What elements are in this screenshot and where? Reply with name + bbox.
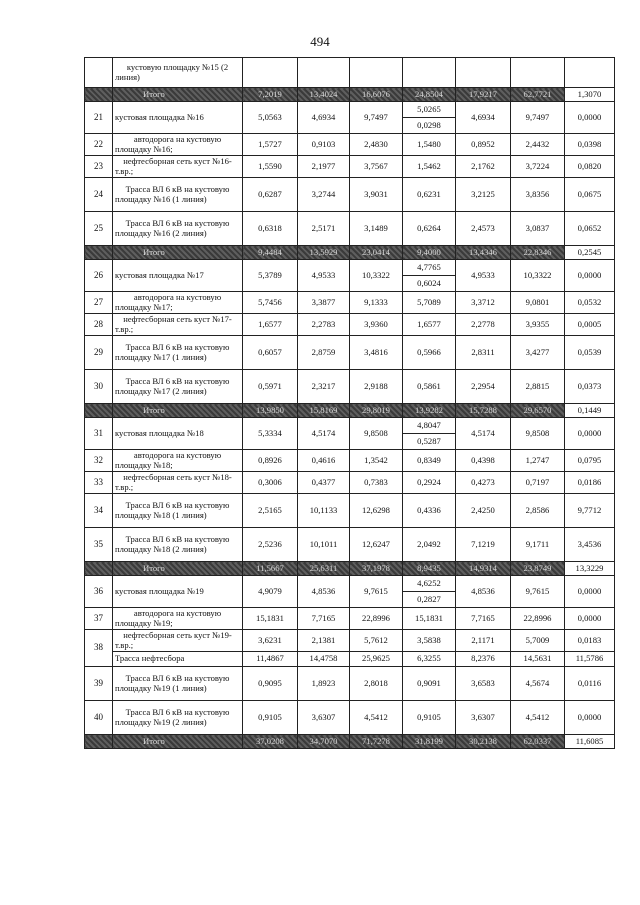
total-row xyxy=(85,404,615,418)
value-cell: 2,5236 xyxy=(243,528,298,562)
value-cell: 0,0000 xyxy=(565,608,615,630)
value-cell: 3,2125 xyxy=(456,178,511,212)
value-cell: 0,0116 xyxy=(565,667,615,701)
object-name-cell: кустовая площадка №19 xyxy=(113,576,243,608)
value-cell: 0,4336 xyxy=(403,494,456,528)
land-allocation-table xyxy=(84,57,615,749)
object-name-cell: Трасса ВЛ 6 кВ на кустовую площадку №16 (1 линия) xyxy=(113,178,243,212)
table-row xyxy=(85,292,615,314)
table-row xyxy=(85,134,615,156)
row-number-cell: 23 xyxy=(85,156,113,178)
value-cell: 10,1011 xyxy=(298,528,350,562)
value-cell: 0,0532 xyxy=(565,292,615,314)
value-cell: 4,6934 xyxy=(298,102,350,134)
total-value-cell: 71,7278 xyxy=(350,735,403,749)
value-cell: 1,6577 xyxy=(403,314,456,336)
table-row xyxy=(85,450,615,472)
value-cell: 11,5786 xyxy=(565,652,615,667)
value-cell xyxy=(456,58,511,88)
value-cell: 2,8311 xyxy=(456,336,511,370)
value-cell: 5,3334 xyxy=(243,418,298,450)
row-number-cell: 25 xyxy=(85,212,113,246)
total-value-cell: 37,0208 xyxy=(243,735,298,749)
table-row xyxy=(85,472,615,494)
value-cell: 15,1831 xyxy=(243,608,298,630)
value-cell: 3,6583 xyxy=(456,667,511,701)
value-cell: 0,9095 xyxy=(243,667,298,701)
total-value-cell: 17,9217 xyxy=(456,88,511,102)
total-row xyxy=(85,735,615,749)
value-cell: 5,7456 xyxy=(243,292,298,314)
value-cell: 2,4573 xyxy=(456,212,511,246)
row-number-cell: 39 xyxy=(85,667,113,701)
value-cell: 3,6307 xyxy=(456,701,511,735)
value-cell: 4,9533 xyxy=(298,260,350,292)
value-cell: 3,4536 xyxy=(565,528,615,562)
value-cell: 0,9091 xyxy=(403,667,456,701)
value-cell: 2,4250 xyxy=(456,494,511,528)
value-cell-lower: 0,5287 xyxy=(403,434,456,450)
total-blank-cell xyxy=(85,404,113,418)
total-value-cell: 8,9435 xyxy=(403,562,456,576)
value-cell: 3,8356 xyxy=(511,178,565,212)
total-value-cell: 13,9850 xyxy=(243,404,298,418)
total-value-cell: 13,3229 xyxy=(565,562,615,576)
row-number-cell: 32 xyxy=(85,450,113,472)
row-number-cell: 26 xyxy=(85,260,113,292)
value-cell: 0,9105 xyxy=(243,701,298,735)
value-cell: 0,0398 xyxy=(565,134,615,156)
total-label: Итого xyxy=(113,562,243,576)
object-name-cell: кустовая площадка №18 xyxy=(113,418,243,450)
table-row xyxy=(85,630,615,652)
value-cell: 8,2376 xyxy=(456,652,511,667)
value-cell: 4,6934 xyxy=(456,102,511,134)
value-cell: 0,0652 xyxy=(565,212,615,246)
value-cell: 3,9031 xyxy=(350,178,403,212)
value-cell: 6,3255 xyxy=(403,652,456,667)
value-cell: 10,1133 xyxy=(298,494,350,528)
object-name-cell: нефтесборная сеть куст №16-т.вр.; xyxy=(113,156,243,178)
total-value-cell: 62,0337 xyxy=(511,735,565,749)
value-cell: 1,3542 xyxy=(350,450,403,472)
table-row xyxy=(85,608,615,630)
value-cell: 2,1381 xyxy=(298,630,350,652)
value-cell: 2,1762 xyxy=(456,156,511,178)
value-cell-lower: 0,2827 xyxy=(403,592,456,608)
row-number-cell: 29 xyxy=(85,336,113,370)
total-value-cell: 37,1978 xyxy=(350,562,403,576)
value-cell: 25,9625 xyxy=(350,652,403,667)
row-number-cell: 27 xyxy=(85,292,113,314)
total-value-cell: 13,5929 xyxy=(298,246,350,260)
table-row xyxy=(85,494,615,528)
total-value-cell: 0,1449 xyxy=(565,404,615,418)
table-row xyxy=(85,528,615,562)
value-cell: 10,3322 xyxy=(350,260,403,292)
value-cell: 12,6298 xyxy=(350,494,403,528)
value-cell: 0,8349 xyxy=(403,450,456,472)
total-value-cell: 0,2545 xyxy=(565,246,615,260)
row-number-cell: 36 xyxy=(85,576,113,608)
value-cell: 0,4377 xyxy=(298,472,350,494)
value-cell: 0,0005 xyxy=(565,314,615,336)
value-cell: 2,8018 xyxy=(350,667,403,701)
total-value-cell: 11,6085 xyxy=(565,735,615,749)
value-cell: 4,5412 xyxy=(350,701,403,735)
value-cell: 3,0837 xyxy=(511,212,565,246)
total-value-cell: 29,6570 xyxy=(511,404,565,418)
object-name-cell: кустовую площадку №15 (2 линия) xyxy=(113,58,243,88)
value-cell: 3,9355 xyxy=(511,314,565,336)
value-cell: 14,4758 xyxy=(298,652,350,667)
row-number-cell: 37 xyxy=(85,608,113,630)
value-cell: 2,8815 xyxy=(511,370,565,404)
value-cell-upper: 4,8047 xyxy=(403,418,456,434)
object-name-cell: автодорога на кустовую площадку №19; xyxy=(113,608,243,630)
value-cell: 0,0000 xyxy=(565,701,615,735)
value-cell: 0,0820 xyxy=(565,156,615,178)
row-number-cell: 30 xyxy=(85,370,113,404)
value-cell: 0,0000 xyxy=(565,260,615,292)
value-cell: 0,0000 xyxy=(565,576,615,608)
value-cell-lower: 0,6024 xyxy=(403,276,456,292)
value-cell: 9,7712 xyxy=(565,494,615,528)
value-cell: 2,8759 xyxy=(298,336,350,370)
value-cell: 0,5971 xyxy=(243,370,298,404)
total-value-cell: 22,8346 xyxy=(511,246,565,260)
value-cell: 0,9105 xyxy=(403,701,456,735)
value-cell: 1,6577 xyxy=(243,314,298,336)
value-cell: 2,1977 xyxy=(298,156,350,178)
table-row xyxy=(85,156,615,178)
value-cell: 7,7165 xyxy=(298,608,350,630)
total-value-cell: 23,8749 xyxy=(511,562,565,576)
value-cell: 4,5674 xyxy=(511,667,565,701)
total-blank-cell xyxy=(85,88,113,102)
object-name-cell: автодорога на кустовую площадку №18; xyxy=(113,450,243,472)
row-number-cell: 35 xyxy=(85,528,113,562)
value-cell: 5,7089 xyxy=(403,292,456,314)
total-value-cell: 62,7721 xyxy=(511,88,565,102)
total-label: Итого xyxy=(113,735,243,749)
value-cell: 4,8536 xyxy=(456,576,511,608)
value-cell: 9,7615 xyxy=(350,576,403,608)
value-cell: 12,6247 xyxy=(350,528,403,562)
object-name-cell: Трасса ВЛ 6 кВ на кустовую площадку №17 (1 линия) xyxy=(113,336,243,370)
table-row xyxy=(85,701,615,735)
total-value-cell: 15,8169 xyxy=(298,404,350,418)
object-name-cell: нефтесборная сеть куст №19-т.вр.; xyxy=(113,630,243,652)
value-cell: 0,4398 xyxy=(456,450,511,472)
row-number-cell: 24 xyxy=(85,178,113,212)
table-row xyxy=(85,370,615,404)
total-value-cell: 29,8019 xyxy=(350,404,403,418)
value-cell: 0,0183 xyxy=(565,630,615,652)
value-cell: 22,8996 xyxy=(511,608,565,630)
value-cell: 9,7497 xyxy=(511,102,565,134)
value-cell: 0,2924 xyxy=(403,472,456,494)
total-value-cell: 31,8199 xyxy=(403,735,456,749)
value-cell xyxy=(350,58,403,88)
value-cell: 0,0539 xyxy=(565,336,615,370)
value-cell: 4,9079 xyxy=(243,576,298,608)
object-name-cell: кустовая площадка №16 xyxy=(113,102,243,134)
total-value-cell: 13,4346 xyxy=(456,246,511,260)
total-blank-cell xyxy=(85,562,113,576)
object-name-cell: Трасса ВЛ 6 кВ на кустовую площадку №17 (2 линия) xyxy=(113,370,243,404)
value-cell: 7,1219 xyxy=(456,528,511,562)
object-name-cell: Трасса ВЛ 6 кВ на кустовую площадку №19 (2 линия) xyxy=(113,701,243,735)
value-cell-lower: 0,0298 xyxy=(403,118,456,134)
value-cell xyxy=(511,58,565,88)
value-cell: 9,1333 xyxy=(350,292,403,314)
table-row xyxy=(85,102,615,118)
value-cell: 3,3712 xyxy=(456,292,511,314)
value-cell: 7,7165 xyxy=(456,608,511,630)
value-cell: 5,7009 xyxy=(511,630,565,652)
table-row xyxy=(85,418,615,434)
total-value-cell: 7,2019 xyxy=(243,88,298,102)
value-cell: 3,7224 xyxy=(511,156,565,178)
total-label: Итого xyxy=(113,88,243,102)
object-name-cell: Трасса ВЛ 6 кВ на кустовую площадку №18 (2 линия) xyxy=(113,528,243,562)
table-row xyxy=(85,260,615,276)
value-cell: 2,2954 xyxy=(456,370,511,404)
value-cell: 1,5727 xyxy=(243,134,298,156)
value-cell: 3,5838 xyxy=(403,630,456,652)
value-cell xyxy=(298,58,350,88)
value-cell: 2,4830 xyxy=(350,134,403,156)
total-value-cell: 11,5667 xyxy=(243,562,298,576)
row-number-cell: 34 xyxy=(85,494,113,528)
value-cell: 22,8996 xyxy=(350,608,403,630)
value-cell: 2,2778 xyxy=(456,314,511,336)
value-cell: 0,7197 xyxy=(511,472,565,494)
value-cell: 5,7612 xyxy=(350,630,403,652)
total-value-cell: 14,9314 xyxy=(456,562,511,576)
value-cell: 2,0492 xyxy=(403,528,456,562)
table-row xyxy=(85,336,615,370)
row-number-cell: 31 xyxy=(85,418,113,450)
value-cell: 1,5462 xyxy=(403,156,456,178)
row-number-cell xyxy=(85,58,113,88)
value-cell: 3,4277 xyxy=(511,336,565,370)
object-name-cell: автодорога на кустовую площадку №17; xyxy=(113,292,243,314)
table-row xyxy=(85,212,615,246)
value-cell: 2,5165 xyxy=(243,494,298,528)
value-cell: 3,6231 xyxy=(243,630,298,652)
value-cell: 4,9533 xyxy=(456,260,511,292)
object-name-cell: Трасса ВЛ 6 кВ на кустовую площадку №16 (2 линия) xyxy=(113,212,243,246)
value-cell: 3,3877 xyxy=(298,292,350,314)
value-cell: 2,9188 xyxy=(350,370,403,404)
value-cell: 15,1831 xyxy=(403,608,456,630)
object-name-cell: Трасса нефтесбора xyxy=(113,652,243,667)
total-value-cell: 15,7288 xyxy=(456,404,511,418)
value-cell: 14,5631 xyxy=(511,652,565,667)
value-cell: 0,8926 xyxy=(243,450,298,472)
value-cell: 2,3217 xyxy=(298,370,350,404)
value-cell: 9,1711 xyxy=(511,528,565,562)
total-value-cell: 16,6076 xyxy=(350,88,403,102)
value-cell: 9,8508 xyxy=(350,418,403,450)
value-cell: 5,3789 xyxy=(243,260,298,292)
value-cell: 0,5861 xyxy=(403,370,456,404)
value-cell xyxy=(565,58,615,88)
total-row xyxy=(85,562,615,576)
value-cell: 3,7567 xyxy=(350,156,403,178)
value-cell: 0,4273 xyxy=(456,472,511,494)
total-value-cell: 25,6311 xyxy=(298,562,350,576)
total-row xyxy=(85,246,615,260)
total-value-cell: 30,2138 xyxy=(456,735,511,749)
value-cell: 1,5590 xyxy=(243,156,298,178)
value-cell: 3,6307 xyxy=(298,701,350,735)
object-name-cell: Трасса ВЛ 6 кВ на кустовую площадку №18 (1 линия) xyxy=(113,494,243,528)
page-number: 494 xyxy=(310,34,330,49)
value-cell: 0,6318 xyxy=(243,212,298,246)
table-row xyxy=(85,178,615,212)
total-row xyxy=(85,88,615,102)
total-value-cell: 13,4024 xyxy=(298,88,350,102)
value-cell: 0,0000 xyxy=(565,418,615,450)
value-cell-upper: 4,6252 xyxy=(403,576,456,592)
value-cell: 2,2783 xyxy=(298,314,350,336)
value-cell xyxy=(403,58,456,88)
total-value-cell: 9,4000 xyxy=(403,246,456,260)
row-number-cell: 40 xyxy=(85,701,113,735)
value-cell: 0,3006 xyxy=(243,472,298,494)
total-value-cell: 1,3070 xyxy=(565,88,615,102)
value-cell: 3,4816 xyxy=(350,336,403,370)
value-cell: 0,7383 xyxy=(350,472,403,494)
value-cell: 0,5966 xyxy=(403,336,456,370)
value-cell: 0,0373 xyxy=(565,370,615,404)
total-blank-cell xyxy=(85,735,113,749)
total-blank-cell xyxy=(85,246,113,260)
object-name-cell: нефтесборная сеть куст №17-т.вр.; xyxy=(113,314,243,336)
value-cell: 5,0563 xyxy=(243,102,298,134)
value-cell: 9,7497 xyxy=(350,102,403,134)
value-cell: 0,0000 xyxy=(565,102,615,134)
value-cell: 0,6057 xyxy=(243,336,298,370)
object-name-cell: автодорога на кустовую площадку №16; xyxy=(113,134,243,156)
value-cell: 0,0675 xyxy=(565,178,615,212)
row-number-cell: 22 xyxy=(85,134,113,156)
value-cell: 3,2744 xyxy=(298,178,350,212)
total-value-cell: 23,0414 xyxy=(350,246,403,260)
total-value-cell: 9,4484 xyxy=(243,246,298,260)
value-cell-upper: 4,7765 xyxy=(403,260,456,276)
object-name-cell: нефтесборная сеть куст №18-т.вр.; xyxy=(113,472,243,494)
value-cell: 2,4432 xyxy=(511,134,565,156)
value-cell: 1,8923 xyxy=(298,667,350,701)
value-cell: 0,6231 xyxy=(403,178,456,212)
value-cell: 3,9360 xyxy=(350,314,403,336)
value-cell: 4,5174 xyxy=(456,418,511,450)
value-cell: 0,6287 xyxy=(243,178,298,212)
object-name-cell: кустовая площадка №17 xyxy=(113,260,243,292)
value-cell: 4,5174 xyxy=(298,418,350,450)
value-cell: 4,5412 xyxy=(511,701,565,735)
row-number-cell: 21 xyxy=(85,102,113,134)
total-value-cell: 24,8504 xyxy=(403,88,456,102)
total-label: Итого xyxy=(113,246,243,260)
value-cell: 0,6264 xyxy=(403,212,456,246)
value-cell: 9,0801 xyxy=(511,292,565,314)
table-row xyxy=(85,58,615,88)
value-cell: 2,1171 xyxy=(456,630,511,652)
value-cell: 1,2747 xyxy=(511,450,565,472)
value-cell: 0,4616 xyxy=(298,450,350,472)
total-value-cell: 13,9282 xyxy=(403,404,456,418)
table-row xyxy=(85,667,615,701)
table-row xyxy=(85,314,615,336)
value-cell: 2,8586 xyxy=(511,494,565,528)
value-cell: 11,4867 xyxy=(243,652,298,667)
value-cell-upper: 5,0265 xyxy=(403,102,456,118)
value-cell: 0,0795 xyxy=(565,450,615,472)
value-cell: 9,8508 xyxy=(511,418,565,450)
value-cell: 3,1489 xyxy=(350,212,403,246)
value-cell: 4,8536 xyxy=(298,576,350,608)
row-number-cell: 33 xyxy=(85,472,113,494)
value-cell: 2,5171 xyxy=(298,212,350,246)
value-cell: 10,3322 xyxy=(511,260,565,292)
row-number-cell: 38 xyxy=(85,630,113,667)
value-cell: 0,8952 xyxy=(456,134,511,156)
row-number-cell: 28 xyxy=(85,314,113,336)
value-cell: 1,5480 xyxy=(403,134,456,156)
value-cell: 0,9103 xyxy=(298,134,350,156)
total-value-cell: 34,7070 xyxy=(298,735,350,749)
value-cell xyxy=(243,58,298,88)
total-label: Итого xyxy=(113,404,243,418)
value-cell: 9,7615 xyxy=(511,576,565,608)
table-subrow xyxy=(85,652,615,667)
table-row xyxy=(85,576,615,592)
object-name-cell: Трасса ВЛ 6 кВ на кустовую площадку №19 (1 линия) xyxy=(113,667,243,701)
value-cell: 0,0186 xyxy=(565,472,615,494)
